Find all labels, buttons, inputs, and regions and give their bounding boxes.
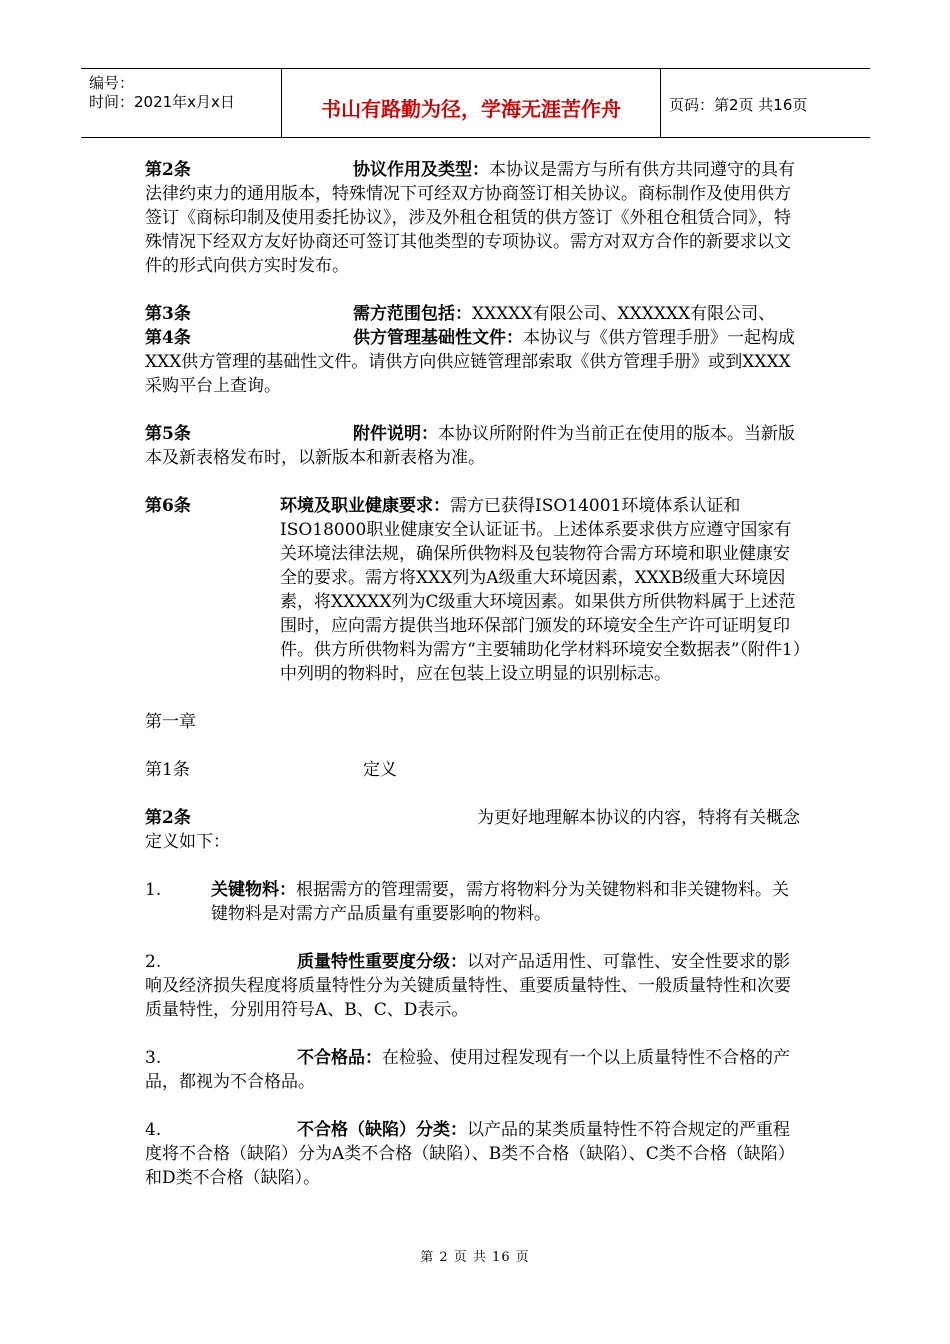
article-title: 协议作用及类型： xyxy=(353,160,489,180)
article-number: 第1条 xyxy=(145,760,190,780)
article-text: 本协议与《供方管理手册》一 xyxy=(523,328,744,348)
header-motto: 书山有路勤为径，学海无涯苦作舟 xyxy=(321,97,621,121)
article-text: XXXXX有限公司、XXXXXX有限公司、 xyxy=(472,304,776,324)
article-number: 第5条 xyxy=(145,424,191,444)
article-text-cont: 的具有法律约束力的通用版本，特殊情况下可经双方协商签订相关协议。商标制作及使用供方签订《商标印制及使用委托协议》，涉及外租仓租赁的供方签订《外租仓租赁合同》，特殊情况下经双方友好协商还可签订其他类型的专项协议。需方对双方合作的新要求以文件的形式向供方实时发布。 xyxy=(145,160,795,276)
definition-text-cont: 严重程度将不合格（缺陷）分为A类不合格（缺陷）、B类不合格（缺陷）、C类不合格（缺陷）和D类不合格（缺陷）。 xyxy=(145,1120,795,1188)
definition-item xyxy=(145,878,805,926)
document-body xyxy=(145,158,805,1190)
definition-term: 关键物料： xyxy=(211,880,296,900)
definition-term: 不合格（缺陷）分类： xyxy=(297,1120,467,1140)
article-title: 供方管理基础性文件： xyxy=(353,328,523,348)
article-title: 定义 xyxy=(363,760,397,780)
article-6 xyxy=(145,494,805,686)
definition-text-cont: 格的产品，都视为不合格品。 xyxy=(145,1048,790,1092)
article-3 xyxy=(145,302,805,326)
article-number: 第4条 xyxy=(145,328,191,348)
header-motto-cell xyxy=(282,69,661,137)
article-6-body xyxy=(280,494,805,686)
document-number-label: 编号： xyxy=(89,74,135,92)
article-title: 附件说明： xyxy=(353,424,438,444)
article-text-cont: 概念定义如下： xyxy=(145,808,800,852)
article-4 xyxy=(145,326,805,398)
definition-text: 根据需方的管理需要，需方将物料分为关键物料和非关键物料。关键物料是对需方产品质量有重要影响的物料。 xyxy=(211,880,789,924)
definition-term: 不合格品： xyxy=(297,1048,382,1068)
header-meta-cell xyxy=(81,69,282,137)
article-title: 环境及职业健康要求： xyxy=(280,496,450,516)
definition-number: 4. xyxy=(145,1120,162,1140)
article-text: 本协议是需方与所有供方共同遵守 xyxy=(489,160,744,180)
article-text: 本协议所附附件为当前正在使用的版本。 xyxy=(438,424,744,444)
definition-body xyxy=(211,878,805,926)
definition-text: 在检验、使用过程发现有一个以上质量特性不合 xyxy=(382,1048,739,1068)
definition-text-cont: 求的影响及经济损失程度将质量特性分为关键质量特性、重要质量特性、一般质量特性和次要质量特性，分别用符号A、B、C、D表示。 xyxy=(145,952,791,1020)
chapter-article-2 xyxy=(145,806,805,854)
definition-number: 1. xyxy=(145,880,162,900)
article-number: 第6条 xyxy=(145,496,191,516)
definition-item xyxy=(145,1046,805,1094)
article-text: 为更好地理解本协议的内容，特将有关 xyxy=(477,808,766,828)
definition-number: 3. xyxy=(145,1048,162,1068)
article-text: 需方已获得ISO14001环境体系认证和ISO18000职业健康安全认证证书。上述体系要求供方应遵守国家有关环境法律法规，确保所供物料及包装物符合需方环境和职业健康安全的要求。需方将XXX列为A级重大环境因素，XXXB级重大环境因素，将XXXXX列为C级重大环境因素。如果供方所供物料属于上述范围时，应向需方提供当地环保部门颁发的环境安全生产许可证明复印件。供方所供物料为需方“主要辅助化学材料环境安全数据表”（附件1）中列明的物料时，应在包装上设立明显的识别标志。 xyxy=(280,496,802,684)
page-header xyxy=(81,68,870,138)
article-number: 第2条 xyxy=(145,808,191,828)
definition-number: 2. xyxy=(145,952,162,972)
definition-item xyxy=(145,1118,805,1190)
article-text-cont: 当新版本及新表格发布时，以新版本和新表格为准。 xyxy=(145,424,795,468)
chapter-title: 第一章 xyxy=(145,712,196,732)
header-page-cell xyxy=(661,69,870,137)
page-footer: 第 2 页 共 16 页 xyxy=(420,1250,530,1265)
header-page-info: 页码：第2页 共16页 xyxy=(669,96,808,114)
definition-item xyxy=(145,950,805,1022)
article-2 xyxy=(145,158,805,278)
definition-term: 质量特性重要度分级： xyxy=(297,952,467,972)
article-number: 第2条 xyxy=(145,160,191,180)
definition-text: 以对产品适用性、可靠性、安全性要 xyxy=(467,952,739,972)
chapter-article-1 xyxy=(145,758,805,782)
article-text-cont: 起构成XXX供方管理的基础性文件。请供方向供应链管理部索取《供方管理手册》或到XXXX采购平台上查询。 xyxy=(145,328,795,396)
article-title: 需方范围包括： xyxy=(353,304,472,324)
article-number: 第3条 xyxy=(145,304,191,324)
definition-text: 以产品的某类质量特性不符合规定的 xyxy=(467,1120,739,1140)
document-date-label: 时间：2021年x月x日 xyxy=(89,93,235,111)
article-5 xyxy=(145,422,805,470)
